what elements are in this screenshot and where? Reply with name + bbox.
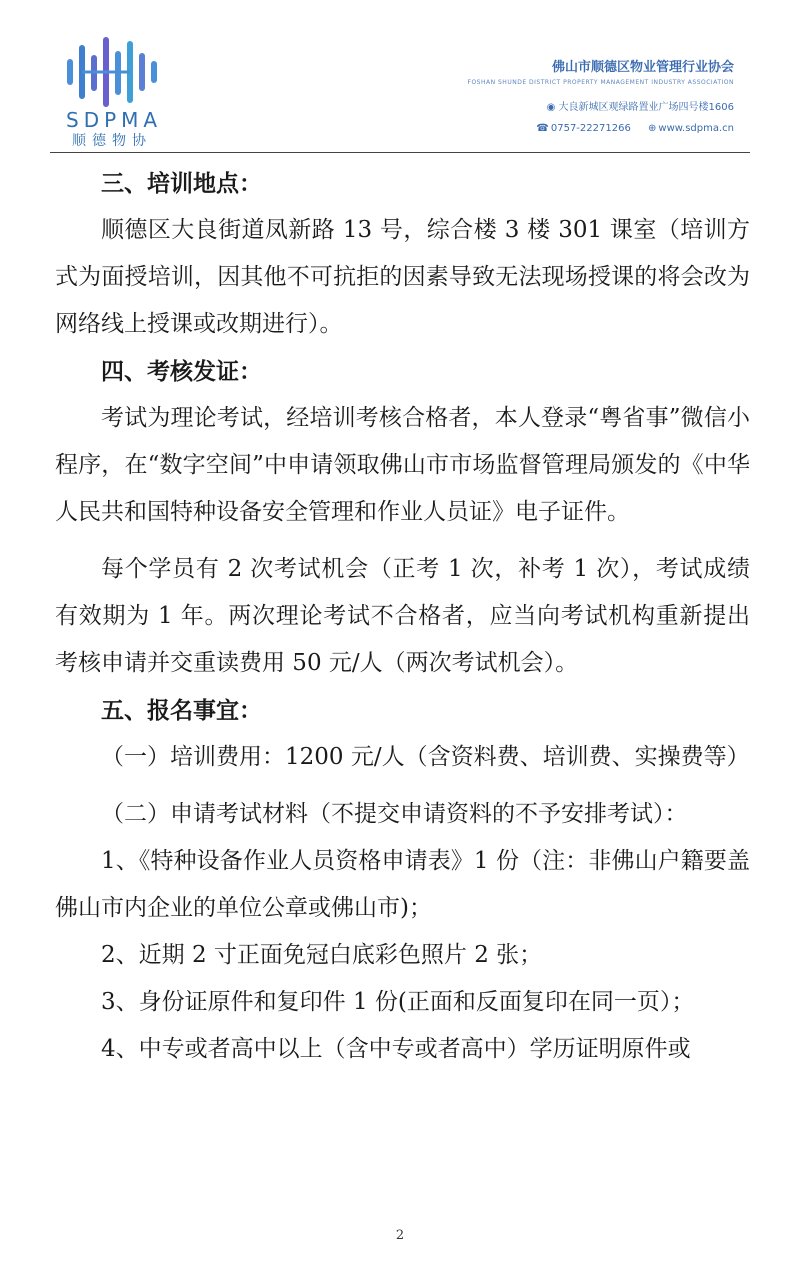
organization-name: 佛山市顺德区物业管理行业协会: [551, 60, 734, 75]
section-4-paragraph-1: 考试为理论考试，经培训考核合格者，本人登录“粤省事”微信小程序，在“数字空间”中申请领取佛山市市场监督管理局颁发的《中华人民共和国特种设备安全管理和作业人员证》电子证件。: [55, 405, 750, 525]
phone-icon: ☎: [536, 123, 549, 134]
document-body: [55, 160, 750, 1073]
section-4-paragraph-2: 每个学员有 2 次考试机会（正考 1 次，补考 1 次），考试成绩有效期为 1 年。两次理论考试不合格者，应当向考试机构重新提出考核申请并交重读费用 50 元/人（两次考试机会）。: [55, 556, 750, 676]
page-number: 2: [395, 1228, 405, 1243]
sdpma-logo-icon: [62, 34, 166, 110]
organization-name-en: FOSHAN SHUNDE DISTRICT PROPERTY MANAGEMENT INDUSTRY ASSOCIATION: [467, 79, 734, 86]
materials-heading: （二）申请考试材料（不提交申请资料的不予安排考试）：: [101, 801, 688, 827]
section-3-heading: 三、培训地点：: [101, 170, 262, 197]
organization-contact: [468, 123, 735, 134]
location-pin-icon: ◉: [546, 102, 556, 113]
logo-chinese-name: 顺德物协: [72, 133, 152, 149]
material-item-4: 4、中专或者高中以上（含中专或者高中）学历证明原件或: [101, 1036, 691, 1062]
section-5-heading: 五、报名事宜：: [101, 697, 262, 724]
material-item-2: 2、近期 2 寸正面免冠白底彩色照片 2 张；: [101, 942, 543, 968]
letterhead: [0, 0, 800, 152]
logo-abbreviation: SDPMA: [66, 108, 163, 132]
phone-number: 0757-22271266: [550, 123, 631, 134]
section-4-heading: 四、考核发证：: [101, 358, 262, 385]
organization-info: [468, 56, 735, 134]
globe-icon: ⊕: [648, 123, 657, 134]
material-item-1: 1、《特种设备作业人员资格申请表》1 份（注：非佛山户籍要盖佛山市内企业的单位公章或佛山市)；: [55, 848, 750, 921]
material-item-3: 3、身份证原件和复印件 1 份(正面和反面复印在同一页）；: [101, 989, 695, 1015]
header-divider: [50, 152, 750, 153]
website-url: www.sdpma.cn: [658, 123, 734, 134]
section-3-paragraph: 顺德区大良街道凤新路 13 号，综合楼 3 楼 301 课室（培训方式为面授培训，因其他不可抗拒的因素导致无法现场授课的将会改为网络线上授课或改期进行）。: [55, 217, 750, 337]
training-fee-paragraph: （一）培训费用：1200 元/人（含资料费、培训费、实操费等）: [101, 744, 750, 770]
organization-address: ◉ 大良新城区观绿路置业广场四号楼1606: [546, 102, 734, 113]
